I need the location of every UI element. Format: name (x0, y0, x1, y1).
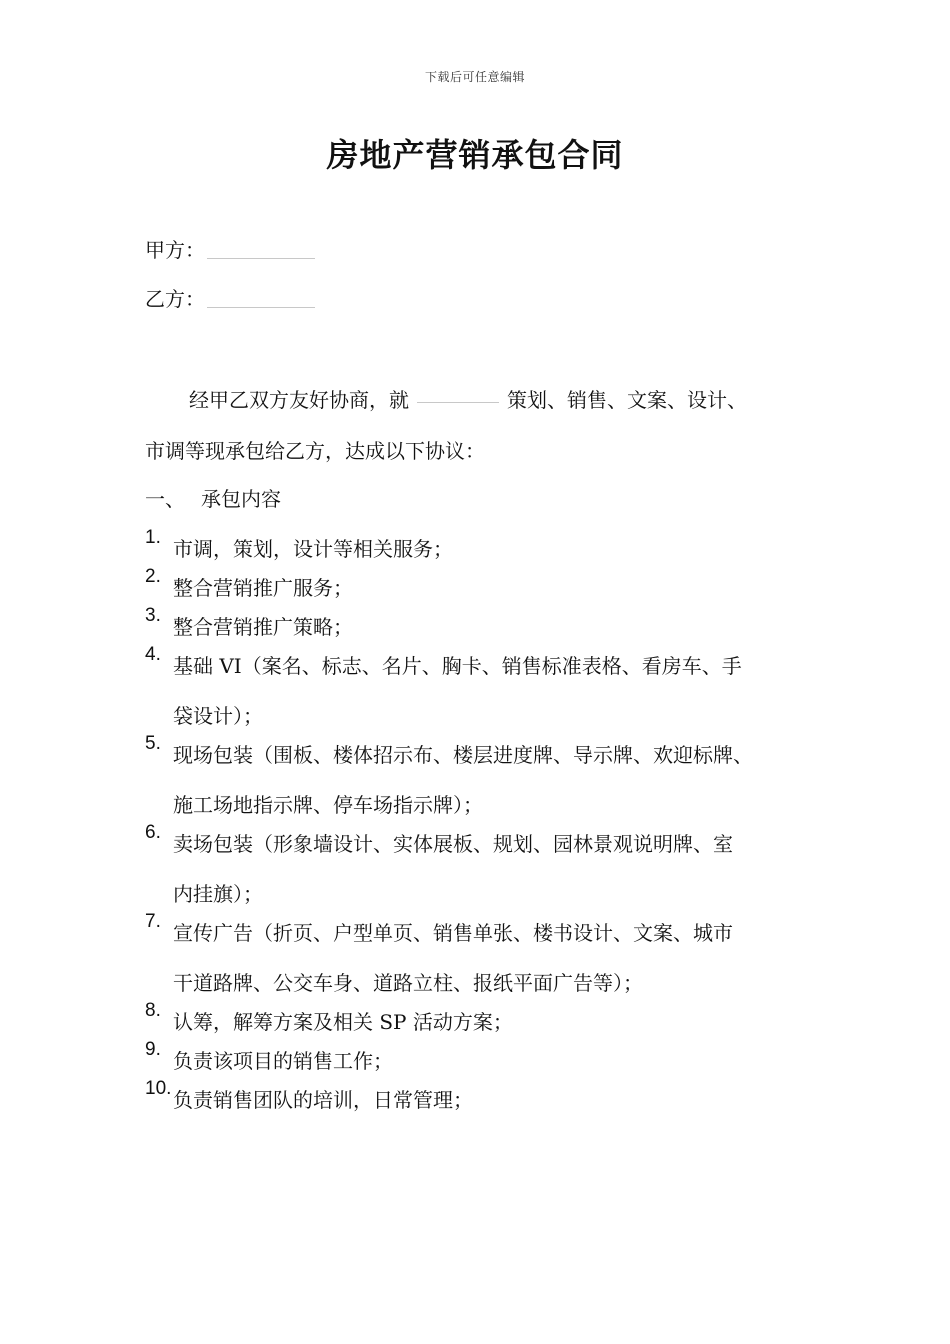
item-text-line-2: 施工场地指示牌、停车场指示牌）； (173, 793, 483, 817)
party-b-line (145, 285, 315, 313)
project-name-blank (417, 401, 499, 403)
item-text-line-1: 现场包装（围板、楼体招示布、楼层进度牌、导示牌、欢迎标牌、 (173, 743, 753, 767)
list-item (145, 1075, 825, 1125)
item-text-line-1: 基础 VI（案名、标志、名片、胸卡、销售标准表格、看房车、手 (173, 654, 742, 678)
item-text: 认筹，解筹方案及相关 SP 活动方案； (173, 1010, 513, 1034)
list-item (145, 641, 825, 741)
list-item (145, 819, 825, 919)
party-a-line (145, 236, 315, 264)
item-text: 整合营销推广服务； (173, 576, 353, 600)
document-title: 房地产营销承包合同 (326, 136, 624, 174)
contract-items-list (145, 527, 825, 1125)
item-text: 整合营销推广策略； (173, 615, 353, 639)
party-a-label: 甲方： (145, 238, 205, 262)
item-number: 7. (145, 911, 161, 932)
section-heading (145, 485, 281, 513)
item-number: 9. (145, 1039, 161, 1060)
item-number: 4. (145, 644, 161, 665)
item-text-line-2: 干道路牌、公交车身、道路立柱、报纸平面广告等）； (173, 971, 643, 995)
item-text: 负责该项目的销售工作； (173, 1049, 393, 1073)
intro-paragraph-line-2: 市调等现承包给乙方，达成以下协议： (145, 439, 485, 463)
item-text: 市调，策划，设计等相关服务； (173, 537, 453, 561)
item-text-line-2: 内挂旗）； (173, 882, 263, 906)
item-text-line-1: 宣传广告（折页、户型单页、销售单张、楼书设计、文案、城市 (173, 921, 733, 945)
party-a-blank (207, 257, 315, 259)
section-title: 承包内容 (201, 487, 281, 511)
list-item (145, 730, 825, 830)
item-text-line-2: 袋设计）； (173, 704, 263, 728)
item-text: 负责销售团队的培训，日常管理； (173, 1088, 473, 1112)
intro-paragraph-line-1 (145, 386, 815, 414)
item-number: 5. (145, 733, 161, 754)
item-number: 2. (145, 566, 161, 587)
header-note: 下载后可任意编辑 (424, 70, 525, 84)
section-number: 一、 (145, 487, 185, 511)
item-number: 3. (145, 605, 161, 626)
item-text-line-1: 卖场包装（形象墙设计、实体展板、规划、园林景观说明牌、室 (173, 832, 733, 856)
item-number: 8. (145, 1000, 161, 1021)
intro-text-after: 策划、销售、文案、设计、 (507, 388, 747, 412)
item-number: 1. (145, 527, 161, 548)
item-number: 10. (145, 1078, 172, 1099)
intro-text-before: 经甲乙双方友好协商，就 (189, 388, 409, 412)
item-number: 6. (145, 822, 161, 843)
party-b-label: 乙方： (145, 287, 205, 311)
list-item (145, 908, 825, 1008)
party-b-blank (207, 306, 315, 308)
